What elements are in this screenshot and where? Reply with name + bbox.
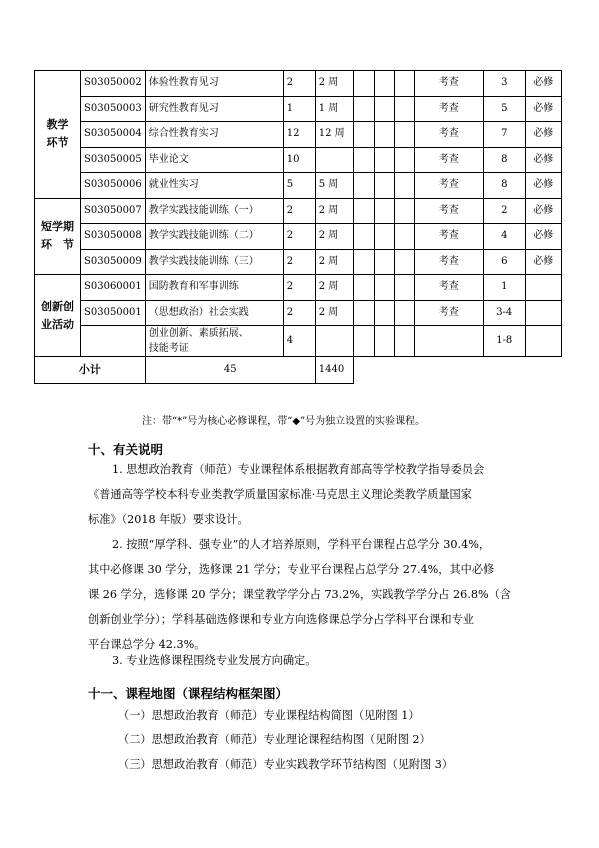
course-hours: 2 周 <box>315 275 353 301</box>
empty-cell <box>374 198 394 224</box>
empty-cell <box>353 275 374 301</box>
course-name: 教学实践技能训练（二） <box>145 224 283 250</box>
course-code <box>81 326 146 357</box>
group-label: 短学期 环 节 <box>35 198 81 275</box>
table-row <box>35 300 562 326</box>
course-code: S03050009 <box>81 249 146 275</box>
empty-cell <box>353 224 374 250</box>
course-name: 创业创新、素质拓展、 技能考证 <box>145 326 283 357</box>
course-hours: 2 周 <box>315 249 353 275</box>
course-hours: 2 周 <box>315 198 353 224</box>
course-exam-type: 考查 <box>414 147 483 173</box>
section-10-paragraph-3: 3. 专业选修课程围绕专业发展方向确定。 <box>112 654 317 667</box>
empty-cell <box>374 96 394 122</box>
empty-cell <box>353 300 374 326</box>
empty-cell <box>353 173 374 199</box>
subtotal-label: 小计 <box>35 357 146 384</box>
course-code: S03050005 <box>81 147 146 173</box>
course-type: 必修 <box>525 96 561 122</box>
table-row <box>35 71 562 97</box>
table-row <box>35 326 562 357</box>
course-code: S03050008 <box>81 224 146 250</box>
course-term: 6 <box>483 249 525 275</box>
course-hours <box>315 326 353 357</box>
course-credit: 2 <box>283 224 315 250</box>
section-10-paragraph-1: 1. 思想政治教育（师范）专业课程体系根据教育部高等学校教学指导委员会 《普通高等学校本科专业类教学质量国家标准·马克思主义理论类教学质量国家 标准》（2018 年版）要求设计。 <box>88 463 485 526</box>
group-label: 教学 环节 <box>35 71 81 199</box>
course-type: 必修 <box>525 71 561 97</box>
course-exam-type <box>414 326 483 357</box>
course-term: 5 <box>483 96 525 122</box>
course-map-item: （三）思想政治教育（师范）专业实践教学环节结构图（见附图 3） <box>118 758 454 771</box>
empty-cell <box>353 249 374 275</box>
course-type <box>525 300 561 326</box>
course-type: 必修 <box>525 224 561 250</box>
course-credit: 2 <box>283 300 315 326</box>
empty-cell <box>374 249 394 275</box>
subtotal-credit: 45 <box>145 357 315 384</box>
empty-cell <box>374 300 394 326</box>
table-row <box>35 122 562 148</box>
course-type: 必修 <box>525 198 561 224</box>
empty-cell <box>394 147 414 173</box>
course-type: 必修 <box>525 173 561 199</box>
course-hours: 2 周 <box>315 224 353 250</box>
table-row <box>35 198 562 224</box>
course-credit: 2 <box>283 71 315 97</box>
empty-cell <box>394 71 414 97</box>
empty-cell <box>353 357 561 384</box>
course-hours: 12 周 <box>315 122 353 148</box>
course-exam-type: 考查 <box>414 275 483 301</box>
course-table-body <box>35 71 562 384</box>
course-type: 必修 <box>525 249 561 275</box>
course-hours <box>315 147 353 173</box>
table-footnote: 注：带“*”号为核心必修课程，带“◆”号为独立设置的实验课程。 <box>142 416 426 427</box>
empty-cell <box>374 326 394 357</box>
group-label: 创新创 业活动 <box>35 275 81 357</box>
course-credit: 2 <box>283 198 315 224</box>
course-term: 2 <box>483 198 525 224</box>
table-row <box>35 96 562 122</box>
empty-cell <box>394 326 414 357</box>
course-exam-type: 考查 <box>414 96 483 122</box>
course-map-item: （一）思想政治教育（师范）专业课程结构简图（见附图 1） <box>118 709 420 722</box>
course-code: S03050004 <box>81 122 146 148</box>
course-type: 必修 <box>525 122 561 148</box>
course-map-item: （二）思想政治教育（师范）专业理论课程结构图（见附图 2） <box>118 733 431 746</box>
section-11-heading: 十一、课程地图（课程结构框架图） <box>88 686 289 701</box>
course-type <box>525 326 561 357</box>
course-credit: 12 <box>283 122 315 148</box>
course-hours: 2 周 <box>315 300 353 326</box>
course-term: 8 <box>483 173 525 199</box>
course-term: 8 <box>483 147 525 173</box>
course-credit: 2 <box>283 275 315 301</box>
course-exam-type: 考查 <box>414 249 483 275</box>
table-row <box>35 275 562 301</box>
course-credit: 10 <box>283 147 315 173</box>
section-10-paragraph-2: 2. 按照“厚学科、强专业”的人才培养原则，学科平台课程占总学分 30.4%， 其中必修课 30 学分，选修课 21 学分；专业平台课程占总学分 27.4%，其中必修 课 26 学分，选修课 20 学分；课堂教学学分占 73.2%，实践教学学分占 26.8%（含 创新创业学分）；学科基础选修课和专业方向选修课总学分占学科平台课和专业 平台课总学分 42.3%。 <box>88 538 511 651</box>
course-exam-type: 考查 <box>414 198 483 224</box>
course-code: S03060001 <box>81 275 146 301</box>
empty-cell <box>374 275 394 301</box>
empty-cell <box>394 275 414 301</box>
course-term: 7 <box>483 122 525 148</box>
course-code: S03050006 <box>81 173 146 199</box>
subtotal-hours: 1440 <box>315 357 353 384</box>
table-row <box>35 147 562 173</box>
empty-cell <box>353 198 374 224</box>
course-code: S03050001 <box>81 300 146 326</box>
course-name: 国防教育和军事训练 <box>145 275 283 301</box>
course-term: 3 <box>483 71 525 97</box>
empty-cell <box>353 71 374 97</box>
course-credit: 2 <box>283 249 315 275</box>
empty-cell <box>374 224 394 250</box>
empty-cell <box>374 173 394 199</box>
course-exam-type: 考查 <box>414 71 483 97</box>
empty-cell <box>353 122 374 148</box>
course-name: 就业性实习 <box>145 173 283 199</box>
course-name: 教学实践技能训练（三） <box>145 249 283 275</box>
table-row <box>35 224 562 250</box>
empty-cell <box>353 147 374 173</box>
course-table <box>34 70 562 384</box>
course-term: 1-8 <box>483 326 525 357</box>
course-name: （思想政治）社会实践 <box>145 300 283 326</box>
course-credit: 1 <box>283 96 315 122</box>
course-exam-type: 考查 <box>414 224 483 250</box>
course-type: 必修 <box>525 147 561 173</box>
course-exam-type: 考查 <box>414 300 483 326</box>
course-name: 教学实践技能训练（一） <box>145 198 283 224</box>
empty-cell <box>394 300 414 326</box>
empty-cell <box>394 96 414 122</box>
empty-cell <box>353 96 374 122</box>
empty-cell <box>374 147 394 173</box>
course-hours: 2 周 <box>315 71 353 97</box>
section-10-heading: 十、有关说明 <box>88 442 164 457</box>
empty-cell <box>394 173 414 199</box>
course-type <box>525 275 561 301</box>
empty-cell <box>394 249 414 275</box>
empty-cell <box>394 198 414 224</box>
empty-cell <box>394 122 414 148</box>
course-term: 1 <box>483 275 525 301</box>
course-credit: 5 <box>283 173 315 199</box>
empty-cell <box>394 224 414 250</box>
course-code: S03050007 <box>81 198 146 224</box>
course-hours: 1 周 <box>315 96 353 122</box>
course-exam-type: 考查 <box>414 173 483 199</box>
course-name: 毕业论文 <box>145 147 283 173</box>
course-exam-type: 考查 <box>414 122 483 148</box>
table-row <box>35 173 562 199</box>
course-term: 4 <box>483 224 525 250</box>
course-hours: 5 周 <box>315 173 353 199</box>
course-code: S03050002 <box>81 71 146 97</box>
empty-cell <box>374 71 394 97</box>
empty-cell <box>353 326 374 357</box>
course-name: 体验性教育见习 <box>145 71 283 97</box>
course-code: S03050003 <box>81 96 146 122</box>
course-name: 研究性教育见习 <box>145 96 283 122</box>
empty-cell <box>374 122 394 148</box>
course-credit: 4 <box>283 326 315 357</box>
subtotal-row <box>35 357 562 384</box>
table-row <box>35 249 562 275</box>
course-term: 3-4 <box>483 300 525 326</box>
course-name: 综合性教育实习 <box>145 122 283 148</box>
